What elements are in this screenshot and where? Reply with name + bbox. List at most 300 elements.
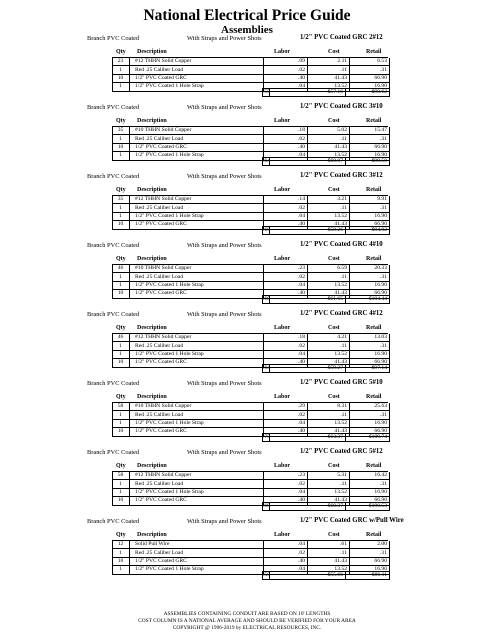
cell-labor: .02: [298, 342, 305, 349]
cell-description: 1/2" PVC Coated 1 Hole Strap: [135, 213, 204, 220]
section-category: Branch PVC Coated: [87, 518, 140, 525]
column-header-retail: Retail: [366, 118, 382, 124]
cell-retail: .31: [380, 204, 387, 211]
totals-row: [262, 88, 390, 98]
cell-description: #10 THHN Solid Copper: [135, 127, 192, 134]
total-cost: $58.26: [327, 227, 343, 233]
cell-labor: .02: [298, 273, 305, 280]
cell-divider: [129, 497, 130, 504]
total-retail: $99.58: [371, 158, 387, 164]
column-headers: [0, 325, 494, 333]
cell-retail: 15.47: [374, 127, 387, 134]
assembly-sections: [0, 34, 494, 586]
assembly-section: [0, 34, 494, 103]
cell-divider: [129, 127, 130, 134]
section-header: [0, 172, 494, 182]
cell-description: Red .25 Caliber Load: [135, 273, 184, 280]
column-header-retail: Retail: [366, 463, 382, 469]
cell-labor: .02: [298, 66, 305, 73]
cell-divider: [129, 472, 130, 479]
assembly-name: 1/2" PVC Coated GRC 4#12: [300, 310, 383, 317]
section-header: [0, 34, 494, 44]
cell-description: #12 THHN Solid Copper: [135, 196, 192, 203]
cell-labor: .04: [298, 541, 305, 548]
column-header-labor: Labor: [274, 256, 291, 262]
cell-qty: 1: [119, 135, 122, 142]
cell-description: Red .25 Caliber Load: [135, 135, 184, 142]
cell-description: 1/2" PVC Coated GRC: [135, 428, 187, 435]
assembly-section: [0, 172, 494, 241]
cell-qty: 12: [117, 541, 124, 548]
cell-labor: .09: [298, 58, 305, 65]
cell-retail: .31: [380, 549, 387, 556]
column-header-labor: Labor: [274, 49, 291, 55]
cell-cost: 4.21: [337, 334, 347, 341]
cell-divider: [129, 273, 130, 280]
table-row: [113, 334, 389, 342]
cell-labor: .40: [298, 497, 305, 504]
cell-retail: 16.90: [374, 213, 387, 220]
table-row: [113, 58, 389, 66]
cell-retail: 13.03: [374, 334, 387, 341]
page-subtitle: Assemblies: [221, 24, 273, 36]
cell-divider: [129, 342, 130, 349]
assembly-name: 1/2" PVC Coated GRC 2#12: [300, 34, 383, 41]
cell-description: Red .25 Caliber Load: [135, 204, 184, 211]
cell-qty: 10: [117, 497, 124, 504]
cell-divider: [129, 66, 130, 73]
assembly-name: 1/2" PVC Coated GRC 3#10: [300, 103, 383, 110]
cell-retail: 66.90: [374, 558, 387, 565]
section-category: Branch PVC Coated: [87, 449, 140, 456]
column-header-retail: Retail: [366, 532, 382, 538]
column-header-retail: Retail: [366, 49, 382, 55]
cell-labor: .02: [298, 549, 305, 556]
section-category: Branch PVC Coated: [87, 173, 140, 180]
table-row: [113, 549, 389, 557]
column-header-qty: Qty: [116, 325, 126, 331]
table-row: [113, 403, 389, 411]
section-note: With Straps and Power Shots: [187, 518, 262, 525]
cell-qty: 10: [117, 221, 124, 228]
cell-divider: [129, 213, 130, 220]
cell-retail: 20.33: [374, 265, 387, 272]
table-row: [113, 196, 389, 204]
cell-divider: [129, 420, 130, 427]
cell-cost: 41.43: [334, 75, 347, 82]
cell-cost: 13.52: [334, 566, 347, 573]
table-row: [113, 411, 389, 419]
cell-labor: .29: [298, 403, 305, 410]
cell-divider: [129, 282, 130, 289]
assembly-name: 1/2" PVC Coated GRC 5#10: [300, 379, 383, 386]
cell-retail: 66.90: [374, 144, 387, 151]
cell-cost: 41.43: [334, 144, 347, 151]
column-headers: [0, 187, 494, 195]
total-retail: $100.53: [368, 503, 387, 509]
section-note: With Straps and Power Shots: [187, 242, 262, 249]
cell-retail: 66.90: [374, 428, 387, 435]
column-header-qty: Qty: [116, 394, 126, 400]
section-header: [0, 448, 494, 458]
cell-divider: [129, 144, 130, 151]
cell-cost: .11: [340, 273, 347, 280]
cell-labor: .40: [298, 75, 305, 82]
cell-qty: 1: [119, 411, 122, 418]
column-header-cost: Cost: [328, 463, 340, 469]
footer-copyright: COPYRIGHT @ 1996-2019 by ELECTRICAL RESOURCES, INC.: [172, 625, 322, 631]
column-header-cost: Cost: [328, 187, 340, 193]
cell-labor: .04: [298, 152, 305, 159]
page-title: National Electrical Price Guide: [143, 7, 351, 24]
cell-description: #10 THHN Solid Copper: [135, 403, 192, 410]
column-header-labor: Labor: [274, 394, 291, 400]
column-header-description: Description: [137, 256, 167, 262]
column-header-qty: Qty: [116, 256, 126, 262]
section-header: [0, 379, 494, 389]
cell-divider: [129, 152, 130, 159]
column-header-labor: Labor: [274, 532, 291, 538]
table-row: [113, 351, 389, 359]
cell-cost: 5.31: [337, 472, 347, 479]
cell-qty: 1: [119, 489, 122, 496]
cell-qty: 1: [119, 480, 122, 487]
cell-description: Red .25 Caliber Load: [135, 66, 184, 73]
cell-qty: 23: [117, 58, 124, 65]
cell-cost: 5.02: [337, 127, 347, 134]
cell-qty: 46: [117, 334, 124, 341]
column-header-retail: Retail: [366, 187, 382, 193]
cell-labor: .40: [298, 221, 305, 228]
table-row: [113, 489, 389, 497]
cell-divider: [129, 221, 130, 228]
cell-labor: .04: [298, 282, 305, 289]
cell-divider: [345, 227, 346, 235]
cell-labor: .04: [298, 83, 305, 90]
cell-divider: [345, 503, 346, 511]
cell-divider: [129, 75, 130, 82]
column-header-qty: Qty: [116, 49, 126, 55]
cell-cost: .11: [340, 549, 347, 556]
cell-retail: 16.90: [374, 83, 387, 90]
cell-qty: 1: [119, 342, 122, 349]
column-header-cost: Cost: [328, 532, 340, 538]
section-note: With Straps and Power Shots: [187, 449, 262, 456]
cell-labor: .18: [298, 334, 305, 341]
cell-cost: 6.59: [337, 265, 347, 272]
column-header-labor: Labor: [274, 463, 291, 469]
cell-divider: [129, 489, 130, 496]
cell-cost: 41.43: [334, 290, 347, 297]
total-labor: .55: [263, 89, 270, 95]
cell-labor: .04: [298, 213, 305, 220]
cell-qty: 10: [117, 558, 124, 565]
table-row: [113, 480, 389, 488]
cell-qty: 58: [117, 472, 124, 479]
cell-qty: 10: [117, 144, 124, 151]
total-labor: .64: [263, 365, 270, 371]
cell-divider: [129, 411, 130, 418]
column-header-cost: Cost: [328, 256, 340, 262]
cell-labor: .02: [298, 480, 305, 487]
section-note: With Straps and Power Shots: [187, 104, 262, 111]
cell-description: 1/2" PVC Coated 1 Hole Strap: [135, 282, 204, 289]
cell-divider: [129, 334, 130, 341]
total-cost: $55.66: [327, 572, 343, 578]
total-labor: .60: [263, 227, 270, 233]
totals-row: [262, 157, 390, 167]
totals-row: [262, 364, 390, 374]
section-category: Branch PVC Coated: [87, 311, 140, 318]
cell-labor: .02: [298, 411, 305, 418]
section-category: Branch PVC Coated: [87, 35, 140, 42]
column-header-qty: Qty: [116, 463, 126, 469]
total-retail: $90.62: [371, 89, 387, 95]
cell-divider: [129, 196, 130, 203]
section-header: [0, 241, 494, 251]
totals-row: [262, 433, 390, 443]
assembly-section: [0, 379, 494, 448]
cell-retail: 66.90: [374, 359, 387, 366]
cell-divider: [129, 290, 130, 297]
total-cost: $57.16: [327, 89, 343, 95]
column-headers: [0, 532, 494, 540]
section-note: With Straps and Power Shots: [187, 311, 262, 318]
table-row: [113, 144, 389, 152]
cell-cost: .61: [340, 541, 347, 548]
cell-retail: .31: [380, 66, 387, 73]
table-row: [113, 265, 389, 273]
cell-labor: .04: [298, 566, 305, 573]
cell-divider: [129, 403, 130, 410]
cell-qty: 1: [119, 204, 122, 211]
column-header-description: Description: [137, 325, 167, 331]
assembly-name: 1/2" PVC Coated GRC w/Pull Wire: [300, 517, 404, 524]
total-retail: $97.14: [371, 365, 387, 371]
cell-retail: .31: [380, 342, 387, 349]
cell-description: #12 THHN Solid Copper: [135, 58, 192, 65]
cell-description: Red .25 Caliber Load: [135, 411, 184, 418]
table-row: [113, 135, 389, 143]
cell-labor: .40: [298, 359, 305, 366]
total-retail: $94.02: [371, 227, 387, 233]
total-retail: $104.44: [368, 296, 387, 302]
cell-divider: [129, 428, 130, 435]
column-header-retail: Retail: [366, 256, 382, 262]
cell-cost: 13.52: [334, 420, 347, 427]
cell-description: #10 THHN Solid Copper: [135, 265, 192, 272]
table-row: [113, 541, 389, 549]
cell-description: 1/2" PVC Coated GRC: [135, 497, 187, 504]
cell-divider: [129, 58, 130, 65]
cell-retail: 16.90: [374, 566, 387, 573]
total-cost: $60.07: [327, 158, 343, 164]
cell-retail: 16.90: [374, 489, 387, 496]
cell-divider: [129, 265, 130, 272]
cell-qty: 10: [117, 75, 124, 82]
table-row: [113, 558, 389, 566]
table-row: [113, 273, 389, 281]
cell-labor: .02: [298, 135, 305, 142]
cell-divider: [345, 158, 346, 166]
total-labor: .50: [263, 572, 270, 578]
cell-retail: .31: [380, 411, 387, 418]
cell-retail: 9.91: [377, 196, 387, 203]
table-row: [113, 420, 389, 428]
column-header-cost: Cost: [328, 118, 340, 124]
assembly-section: [0, 517, 494, 586]
cell-labor: .40: [298, 428, 305, 435]
cell-description: 1/2" PVC Coated GRC: [135, 75, 187, 82]
cell-divider: [129, 566, 130, 573]
section-category: Branch PVC Coated: [87, 380, 140, 387]
section-header: [0, 103, 494, 113]
cell-qty: 1: [119, 282, 122, 289]
cell-cost: 13.52: [334, 83, 347, 90]
cell-qty: 1: [119, 273, 122, 280]
cell-labor: .04: [298, 351, 305, 358]
cell-qty: 1: [119, 549, 122, 556]
column-header-description: Description: [137, 463, 167, 469]
cell-retail: 16.42: [374, 472, 387, 479]
column-header-description: Description: [137, 187, 167, 193]
cell-labor: .02: [298, 204, 305, 211]
totals-row: [262, 571, 390, 581]
column-headers: [0, 463, 494, 471]
cell-cost: 41.43: [334, 221, 347, 228]
cell-cost: 3.21: [337, 196, 347, 203]
cell-retail: 66.90: [374, 497, 387, 504]
cell-description: 1/2" PVC Coated GRC: [135, 558, 187, 565]
column-header-labor: Labor: [274, 187, 291, 193]
total-retail: $109.74: [368, 434, 387, 440]
cell-divider: [129, 351, 130, 358]
cell-qty: 1: [119, 420, 122, 427]
cell-divider: [345, 434, 346, 442]
cell-cost: .11: [340, 204, 347, 211]
cell-divider: [129, 83, 130, 90]
cell-cost: .11: [340, 480, 347, 487]
total-cost: $59.27: [327, 365, 343, 371]
cell-cost: 2.11: [337, 58, 347, 65]
cell-cost: .11: [340, 411, 347, 418]
column-header-qty: Qty: [116, 532, 126, 538]
totals-row: [262, 226, 390, 236]
section-note: With Straps and Power Shots: [187, 380, 262, 387]
cell-qty: 1: [119, 213, 122, 220]
cell-retail: 25.63: [374, 403, 387, 410]
column-headers: [0, 256, 494, 264]
total-cost: $61.65: [327, 296, 343, 302]
column-header-description: Description: [137, 394, 167, 400]
cell-retail: .31: [380, 273, 387, 280]
cell-description: Solid Pull Wire: [135, 541, 170, 548]
cell-retail: 66.90: [374, 221, 387, 228]
cell-description: 1/2" PVC Coated GRC: [135, 221, 187, 228]
cell-qty: 10: [117, 428, 124, 435]
total-cost: $60.37: [327, 503, 343, 509]
table-row: [113, 282, 389, 290]
table-row: [113, 472, 389, 480]
cell-cost: 13.52: [334, 489, 347, 496]
total-labor: .69: [263, 296, 270, 302]
section-header: [0, 310, 494, 320]
cell-cost: 13.52: [334, 213, 347, 220]
cell-qty: 10: [117, 290, 124, 297]
cell-labor: .23: [298, 472, 305, 479]
column-header-cost: Cost: [328, 394, 340, 400]
assembly-name: 1/2" PVC Coated GRC 3#12: [300, 172, 383, 179]
cell-labor: .18: [298, 127, 305, 134]
cell-qty: 1: [119, 83, 122, 90]
assembly-section: [0, 241, 494, 310]
cell-qty: 1: [119, 66, 122, 73]
table-row: [113, 342, 389, 350]
column-header-cost: Cost: [328, 49, 340, 55]
column-header-qty: Qty: [116, 187, 126, 193]
cell-labor: .40: [298, 144, 305, 151]
cell-qty: 35: [117, 127, 124, 134]
cell-labor: .14: [298, 196, 305, 203]
cell-retail: 16.90: [374, 282, 387, 289]
cell-divider: [345, 296, 346, 304]
cell-qty: 35: [117, 196, 124, 203]
section-category: Branch PVC Coated: [87, 104, 140, 111]
total-labor: .69: [263, 503, 270, 509]
cell-divider: [345, 365, 346, 373]
cell-cost: 13.52: [334, 351, 347, 358]
assembly-name: 1/2" PVC Coated GRC 4#10: [300, 241, 383, 248]
cell-retail: 16.90: [374, 152, 387, 159]
cell-description: 1/2" PVC Coated GRC: [135, 359, 187, 366]
section-note: With Straps and Power Shots: [187, 35, 262, 42]
cell-labor: .40: [298, 558, 305, 565]
cell-divider: [129, 204, 130, 211]
cell-retail: 16.90: [374, 351, 387, 358]
column-header-labor: Labor: [274, 325, 291, 331]
assembly-name: 1/2" PVC Coated GRC 5#12: [300, 448, 383, 455]
cell-description: Red .25 Caliber Load: [135, 480, 184, 487]
cell-description: 1/2" PVC Coated 1 Hole Strap: [135, 152, 204, 159]
assembly-section: [0, 448, 494, 517]
cell-divider: [129, 549, 130, 556]
totals-row: [262, 295, 390, 305]
cell-cost: .11: [340, 342, 347, 349]
cell-description: 1/2" PVC Coated 1 Hole Strap: [135, 566, 204, 573]
cell-description: 1/2" PVC Coated GRC: [135, 290, 187, 297]
column-header-labor: Labor: [274, 118, 291, 124]
column-headers: [0, 394, 494, 402]
column-headers: [0, 49, 494, 57]
cell-qty: 10: [117, 359, 124, 366]
cell-cost: 13.52: [334, 282, 347, 289]
table-row: [113, 204, 389, 212]
section-note: With Straps and Power Shots: [187, 173, 262, 180]
footer-note-lengths: ASSEMBLIES CONTAINING CONDUIT ARE BASED ON 10' LENGTHS: [163, 611, 331, 617]
cell-qty: 46: [117, 265, 124, 272]
section-header: [0, 517, 494, 527]
total-cost: $63.37: [327, 434, 343, 440]
cell-description: 1/2" PVC Coated 1 Hole Strap: [135, 489, 204, 496]
cell-cost: 8.31: [337, 403, 347, 410]
cell-qty: 1: [119, 566, 122, 573]
cell-cost: 41.43: [334, 428, 347, 435]
cell-retail: 6.53: [377, 58, 387, 65]
cell-divider: [129, 558, 130, 565]
cell-retail: .31: [380, 135, 387, 142]
cell-labor: .23: [298, 265, 305, 272]
column-header-qty: Qty: [116, 118, 126, 124]
